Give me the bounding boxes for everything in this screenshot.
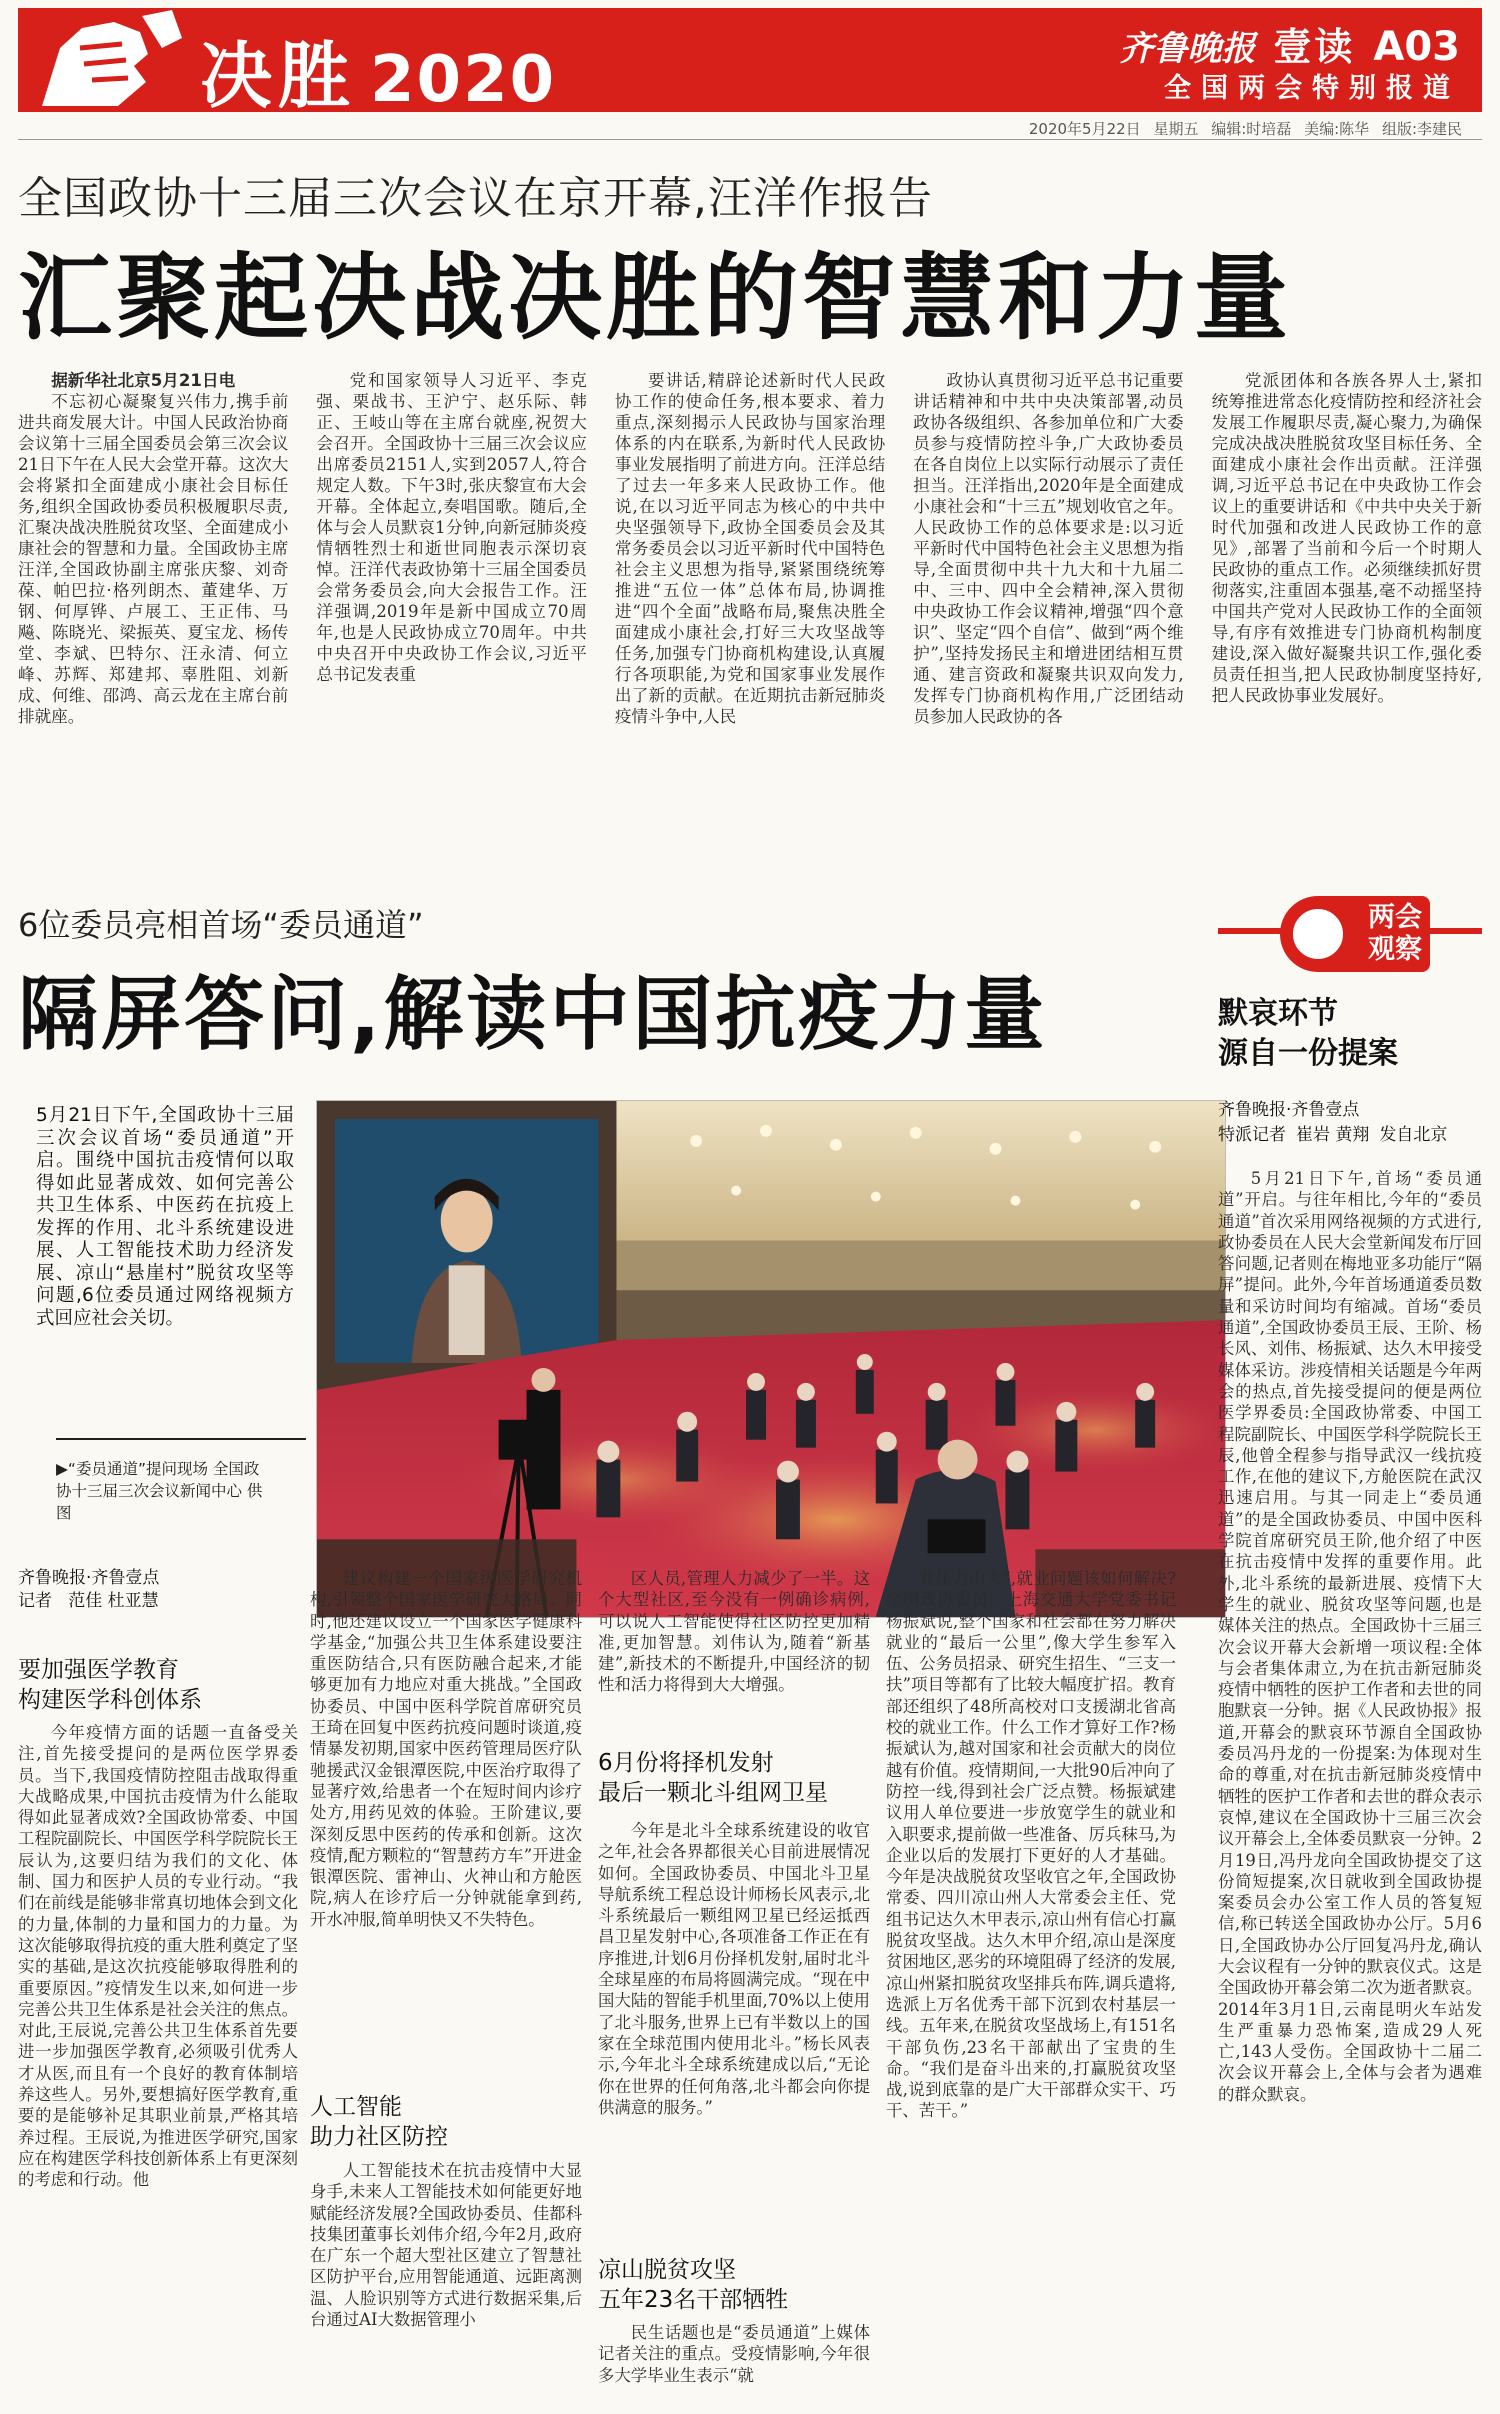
article1-dateline: 据新华社北京5月21日电: [51, 371, 236, 390]
article1-col3-text: 要讲话,精辟论述新时代人民政协工作的使命任务,根本要求、着力重点,深刻揭示人民政协与国家治理体系的内在联系,为新时代人民政协事业发展指明了前进方向。汪洋总结了过去一年多来人民政协工作。他说,在以习近平同志为核心的中共中央坚强领导下,政协全国委员会及其常务委员会以习近平新时代中国特色社会主义思想为指导,紧紧围绕统筹推进“五位一体”总体布局,协调推进“四个全面”战略布局,聚焦决胜全面建成小康社会,打好三大攻坚战等任务,加强专门协商机构建设,认真履行各项职能,为党和国家事业发展作出了新的贡献。在近期抗击新冠肺炎疫情斗争中,人民: [614, 371, 886, 726]
photo-caption: [56, 1458, 268, 1524]
article1-col2-text: 党和国家领导人习近平、李克强、栗战书、王沪宁、赵乐际、韩正、王岐山等在主席台就座,祝贺大会召开。全国政协十三届三次会议应出席委员2151人,实到2057人,符合规定人数。下午3时,张庆黎宣布大会开幕。全体起立,奏唱国歌。随后,全体与会人员默哀1分钟,向新冠肺炎疫情牺牲烈士和逝世同胞表示深切哀悼。汪洋代表政协第十三届全国委员会常务委员会,向大会报告工作。汪洋强调,2019年是新中国成立70周年,也是人民政协成立70周年。中共中央召开中央政协工作会议,习近平总书记发表重: [316, 371, 587, 684]
article1-column-5: [1212, 370, 1482, 830]
article1-column-2: [316, 370, 586, 830]
article2-column-1: [18, 1722, 298, 2402]
article2-column-3b: [598, 1820, 870, 2252]
section-banner-title: [200, 18, 556, 122]
article2-headline: 隔屏答问,解读中国抗疫力量: [18, 968, 1048, 1061]
search-ring-icon: [1284, 900, 1352, 968]
caption-marker-icon: ▶: [56, 1460, 68, 1478]
subhead-liangshan-poverty: 凉山脱贫攻坚 五年23名干部牺牲: [598, 2257, 789, 2313]
banner-title-text: 决胜: [200, 34, 357, 118]
article1-column-1: [18, 370, 288, 830]
article1-column-3: [615, 370, 885, 830]
edition-meta-line: [18, 118, 1482, 140]
art-editor-credit: 美编:陈华: [1304, 120, 1370, 138]
article1-col4-text: 政协认真贯彻习近平总书记重要讲话精神和中共中央决策部署,动员政协各级组织、各参加单位和广大委员参与疫情防控斗争,广大政协委员在各自岗位上以实际行动展示了责任担当。汪洋指出,2020年是全面建成小康社会和“十三五”规划收官之年。人民政协工作的总体要求是:以习近平新时代中国特色社会主义思想为指导,全面贯彻中共十九大和十九届二中、三中、四中全会精神,深入贯彻中央政协工作会议精神,增强“四个意识”、坚定“四个自信”、做到“两个维护”,坚持发扬民主和增进团结相互贯通、建言资政和凝聚共识双向发力,发挥专门协商机构作用,广泛团结动员参加人民政协的各: [913, 371, 1184, 726]
subhead-medical-education: 要加强医学教育 构建医学科创体系: [18, 1657, 202, 1713]
article2-column-2: [310, 1568, 582, 2078]
publication-info: [1119, 16, 1460, 71]
sidebar-body: [1218, 1168, 1482, 2404]
article2-intro: 5月21日下午,全国政协十三届三次会议首场“委员通道”开启。围绕中国抗击疫情何以取得如此显著成效、如何完善公共卫生体系、中医药在抗疫上发挥的作用、北斗系统建设进展、人工智能技术助力经济发展、凉山“悬崖村”脱贫攻坚等问题,6位委员通过网络视频方式回应社会关切。: [36, 1105, 294, 1329]
sidebar-badge-label: 两会 观察: [1368, 902, 1422, 965]
article2-column-2b: [310, 2160, 582, 2404]
article2-text1: 今年疫情方面的话题一直备受关注,首先接受提问的是两位医学界委员。当下,我国疫情防控阻击战取得重大战略成果,中国抗击疫情为什么能取得如此显著成效?全国政协常委、中国工程院副院长、中国医学科学院院长王辰认为,这要归结为我们的文化、体制、国力和医护人员的专业行动。“我们在前线是能够非常真切地体会到文化的力量,体制的力量和国力的力量。为这次能够取得抗疫的重大胜利奠定了坚实的基础,是这次抗疫能够取得胜利的重要原因。”疫情发生以来,如何进一步完善公共卫生体系是社会关注的焦点。对此,王辰说,完善公共卫生体系首先要进一步加强医学教育,必须吸引优秀人才从医,而且有一个良好的教育体制培养这些人。另外,要想搞好医学教育,重要的是能够补足其职业前景,严格其培养过程。王辰说,为推进医学研究,国家应在构建医学科技创新体系上有更深刻的考虑和行动。他: [18, 1723, 298, 2190]
article2-col4-text: 业压力山大”,就业问题该如何解决?全国政协委员、上海交通大学党委书记杨振斌说,整个国家和社会都在努力解决就业的“最后一公里”,像大学生参军入伍、公务员招录、研究生招生、“三支一扶”项目等都有了比较大幅度扩招。教育部还组织了48所高校对口支援湖北省高校的就业工作。什么工作才算好工作?杨振斌认为,越对国家和社会贡献大的岗位越有价值。疫情期间,一大批90后冲向了防控一线,得到社会广泛点赞。杨振斌建议用人单位要进一步放宽学生的就业和入职要求,提前做一些准备、厉兵秣马,为企业以后的发展打下更好的人才基础。今年是决战脱贫攻坚收官之年,全国政协常委、四川凉山州人大常委会主任、党组书记达久木甲表示,凉山州有信心打赢脱贫攻坚战。达久木甲介绍,凉山是深度贫困地区,恶劣的环境阻碍了经济的发展,凉山州紧扣脱贫攻坚排兵布阵,调兵遣将,选派上万名优秀干部下沉到农村基层一线。五年来,在脱贫攻坚战场上,有151名干部负伤,23名干部献出了宝贵的生命。“我们是奋斗出来的,打赢脱贫攻坚战,说到底靠的是广大干部群众实干、巧干、苦干。”: [886, 1569, 1176, 2121]
banner-year: 2020: [370, 43, 557, 117]
article1-col1-text: 不忘初心凝聚复兴伟力,携手前进共商发展大计。中国人民政治协商会议第十三届全国委员会第三次会议21日下午在人民大会堂开幕。这次大会将紧扣全面建成小康社会目标任务,组织全国政协委员积极履职尽责,汇聚决战决胜脱贫攻坚、全面建成小康社会的智慧和力量。全国政协主席汪洋,全国政协副主席张庆黎、刘奇葆、帕巴拉·格列朗杰、董建华、万钢、何厚铧、卢展工、王正伟、马飚、陈晓光、梁振英、夏宝龙、杨传堂、李斌、巴特尔、汪永清、何立峰、苏辉、郑建邦、辜胜阻、刘新成、何维、邵鸿、高云龙在主席台前排就座。: [18, 392, 289, 726]
press-hall-photo: [316, 1100, 1226, 1618]
article2-col3-text: 区人员,管理人力减少了一半。这个大型社区,至今没有一例确诊病例,可以说人工智能使得社区防控更加精准,更加智慧。刘伟认为,随着“新基建”,新技术的不断提升,中国经济的韧性和活力将得到大大增强。: [598, 1569, 870, 1695]
subhead-beidou-launch: 6月份将择机发射 最后一颗北斗组网卫星: [598, 1750, 828, 1806]
sidebar-byline-names: 崔岩 黄翔: [1296, 1125, 1370, 1145]
article2-column-3c: [598, 2322, 870, 2404]
article1-headline: 汇聚起决战决胜的智慧和力量: [18, 244, 1293, 353]
article1-column-4: [913, 370, 1183, 830]
article1-kicker: 全国政协十三届三次会议在京开幕,汪洋作报告: [18, 173, 933, 224]
byline-role: 记者: [18, 1591, 52, 1611]
sidebar-byline-line: [1218, 1123, 1482, 1148]
byline-names: 范佳 杜亚慧: [68, 1591, 159, 1611]
sidebar-byline-role: 特派记者: [1218, 1125, 1286, 1145]
article2-col2-text: 建议构建一个国家级医学研究机构,引领整个国家医学研究大格局。同时,他还建议设立一个国家医学健康科学基金,“加强公共卫生体系建设要注重医防结合,只有医防融合起来,才能够更加有力地应对重大挑战。”全国政协委员、中国中医科学院首席研究员王琦在回复中医药抗疫问题时谈道,疫情暴发初期,国家中医药管理局医疗队驰援武汉金银潭医院,中医治疗取得了显著疗效,给患者一个在短时间内诊疗处方,用药见效的体验。王阶建议,要深刻反思中医药的传承和创新。这次疫情,配方颗粒的“智慧药方车”开进金银潭医院、雷神山、火神山和方舱医院,病人在诊疗后一分钟就能拿到药,开水冲服,简单明快又不失特色。: [310, 1569, 582, 1929]
article2-byline: [18, 1567, 298, 1613]
page-number: A03: [1373, 24, 1460, 70]
article2-kicker: 6位委员亮相首场“委员通道”: [18, 906, 424, 944]
article2-column-3: [598, 1568, 870, 1740]
sidebar-byline: [1218, 1098, 1482, 1148]
subhead-ai-community: 人工智能 助力社区防控: [310, 2094, 448, 2150]
fist-logo-icon: [22, 8, 192, 112]
article2-text4: 民生话题也是“委员通道”上媒体记者关注的重点。受疫情影响,今年很多大学毕业生表示“就: [598, 2323, 870, 2385]
article1-body: [18, 370, 1482, 830]
layout-credit: 组版:李建民: [1381, 120, 1462, 138]
article1-col5-text: 党派团体和各族各界人士,紧扣统筹推进常态化疫情防控和经济社会发展工作履职尽责,凝心聚力,为确保完成决战决胜脱贫攻坚目标任务、全面建成小康社会作出贡献。汪洋强调,习近平总书记在中央政协工作会议上的重要讲话和《中共中央关于新时代加强和改进人民政协工作的意见》,部署了当前和今后一个时期人民政协的重点工作。必须继续抓好贯彻落实,注重固本强基,毫不动摇坚持中国共产党对人民政协工作的全面领导,有序有效推进专门协商机构制度建设,深入做好凝聚共识工作,强化委员责任担当,把人民政协制度坚持好,把人民政协事业发展好。: [1211, 371, 1483, 705]
caption-text: “委员通道”提问现场 全国政协十三届三次会议新闻中心 供图: [56, 1460, 263, 1522]
section-name: 壹读: [1273, 25, 1356, 69]
byline-org: 齐鲁晚报·齐鲁壹点: [18, 1568, 160, 1588]
article2-text3: 今年是北斗全球系统建设的收官之年,社会各界都很关心目前进展情况如何。全国政协委员、中国北斗卫星导航系统工程总设计师杨长风表示,北斗系统最后一颗组网卫星已经运抵西昌卫星发射中心,各项准备工作正在有序推进,计划6月份择机发射,届时北斗全球星座的布局将圆满完成。“现在中国大陆的智能手机里面,70%以上使用了北斗服务,世界上已有半数以上的国家在全球范围内使用北斗。”杨长风表示,今年北斗全球系统建成以后,“无论你在世界的任何角落,北斗都会向你提供满意的服务。”: [598, 1821, 870, 2117]
issue-date: 2020年5月22日: [1028, 120, 1141, 138]
paper-name: 齐鲁晚报: [1119, 29, 1256, 69]
editor-credit: 编辑:时培磊: [1211, 120, 1292, 138]
sidebar-title: 默哀环节 源自一份提案: [1218, 996, 1398, 1071]
special-report-label: 全国两会特别报道: [1164, 73, 1460, 104]
issue-weekday: 星期五: [1153, 120, 1199, 138]
article2-column-4: [886, 1568, 1176, 2404]
sidebar-body-text: 5月21日下午,首场“委员通道”开启。与往年相比,今年的“委员通道”首次采用网络视频的方式进行,政协委员在人民大会堂新闻发布厅回答问题,记者则在梅地亚多功能厅“隔屏”提问。此外,今年首场通道委员数量和采访时间均有缩减。首场“委员通道”,全国政协委员王辰、王阶、杨长风、刘伟、杨振斌、达久木甲接受媒体采访。涉疫情相关话题是今年两会的热点,首先接受提问的便是两位医学界委员:全国政协常委、中国工程院副院长、中国医学科学院院长王辰,他曾全程参与指导武汉一线抗疫工作,在他的建议下,方舱医院在武汉迅速启用。与其一同走上“委员通道”的是全国政协委员、中国中医科学院首席研究员王阶,他介绍了中医在抗击疫情中发挥的重要作用。此外,北斗系统的最新进展、疫情下大学生的就业、脱贫攻坚等问题,也是媒体关注的热点。全国政协十三届三次会议开幕大会新增一项议程:全体与会者集体肃立,为在抗击新冠肺炎疫情中牺牲的医护工作者和去世的同胞默哀一分钟。据《人民政协报》报道,开幕会的默哀环节源自全国政协委员冯丹龙的一份提案:为体现对生命的尊重,对在抗击新冠肺炎疫情中牺牲的医护工作者和去世的群众表示哀悼,建议在全国政协十三届三次会议开幕会上,全体委员默哀一分钟。2月19日,冯丹龙向全国政协提交了这份简短提案,次日就收到全国政协提案委员会办公室工作人员的答复短信,称已转送全国政协办公厅。5月6日,全国政协办公厅回复冯丹龙,确认大会议程有一分钟的默哀仪式。这是全国政协开幕会第二次为逝者默哀。2014年3月1日,云南昆明火车站发生严重暴力恐怖案,造成29人死亡,143人受伤。全国政协十二届二次会议开幕会上,全体与会者为遇难的群众默哀。: [1218, 1169, 1482, 2104]
article2-text2: 人工智能技术在抗击疫情中大显身手,未来人工智能技术如何能更好地赋能经济发展?全国政协委员、佳都科技集团董事长刘伟介绍,今年2月,政府在广东一个超大型社区建立了智慧社区防护平台,应用智能通道、远距离测温、人脸识别等方式进行数据采集,后台通过AI大数据管理小: [310, 2161, 582, 2330]
intro-divider: [56, 1438, 306, 1440]
sidebar-byline-place: 发自北京: [1379, 1125, 1448, 1145]
byline-reporters: [18, 1590, 298, 1613]
sidebar-byline-org: 齐鲁晚报·齐鲁壹点: [1218, 1100, 1360, 1120]
